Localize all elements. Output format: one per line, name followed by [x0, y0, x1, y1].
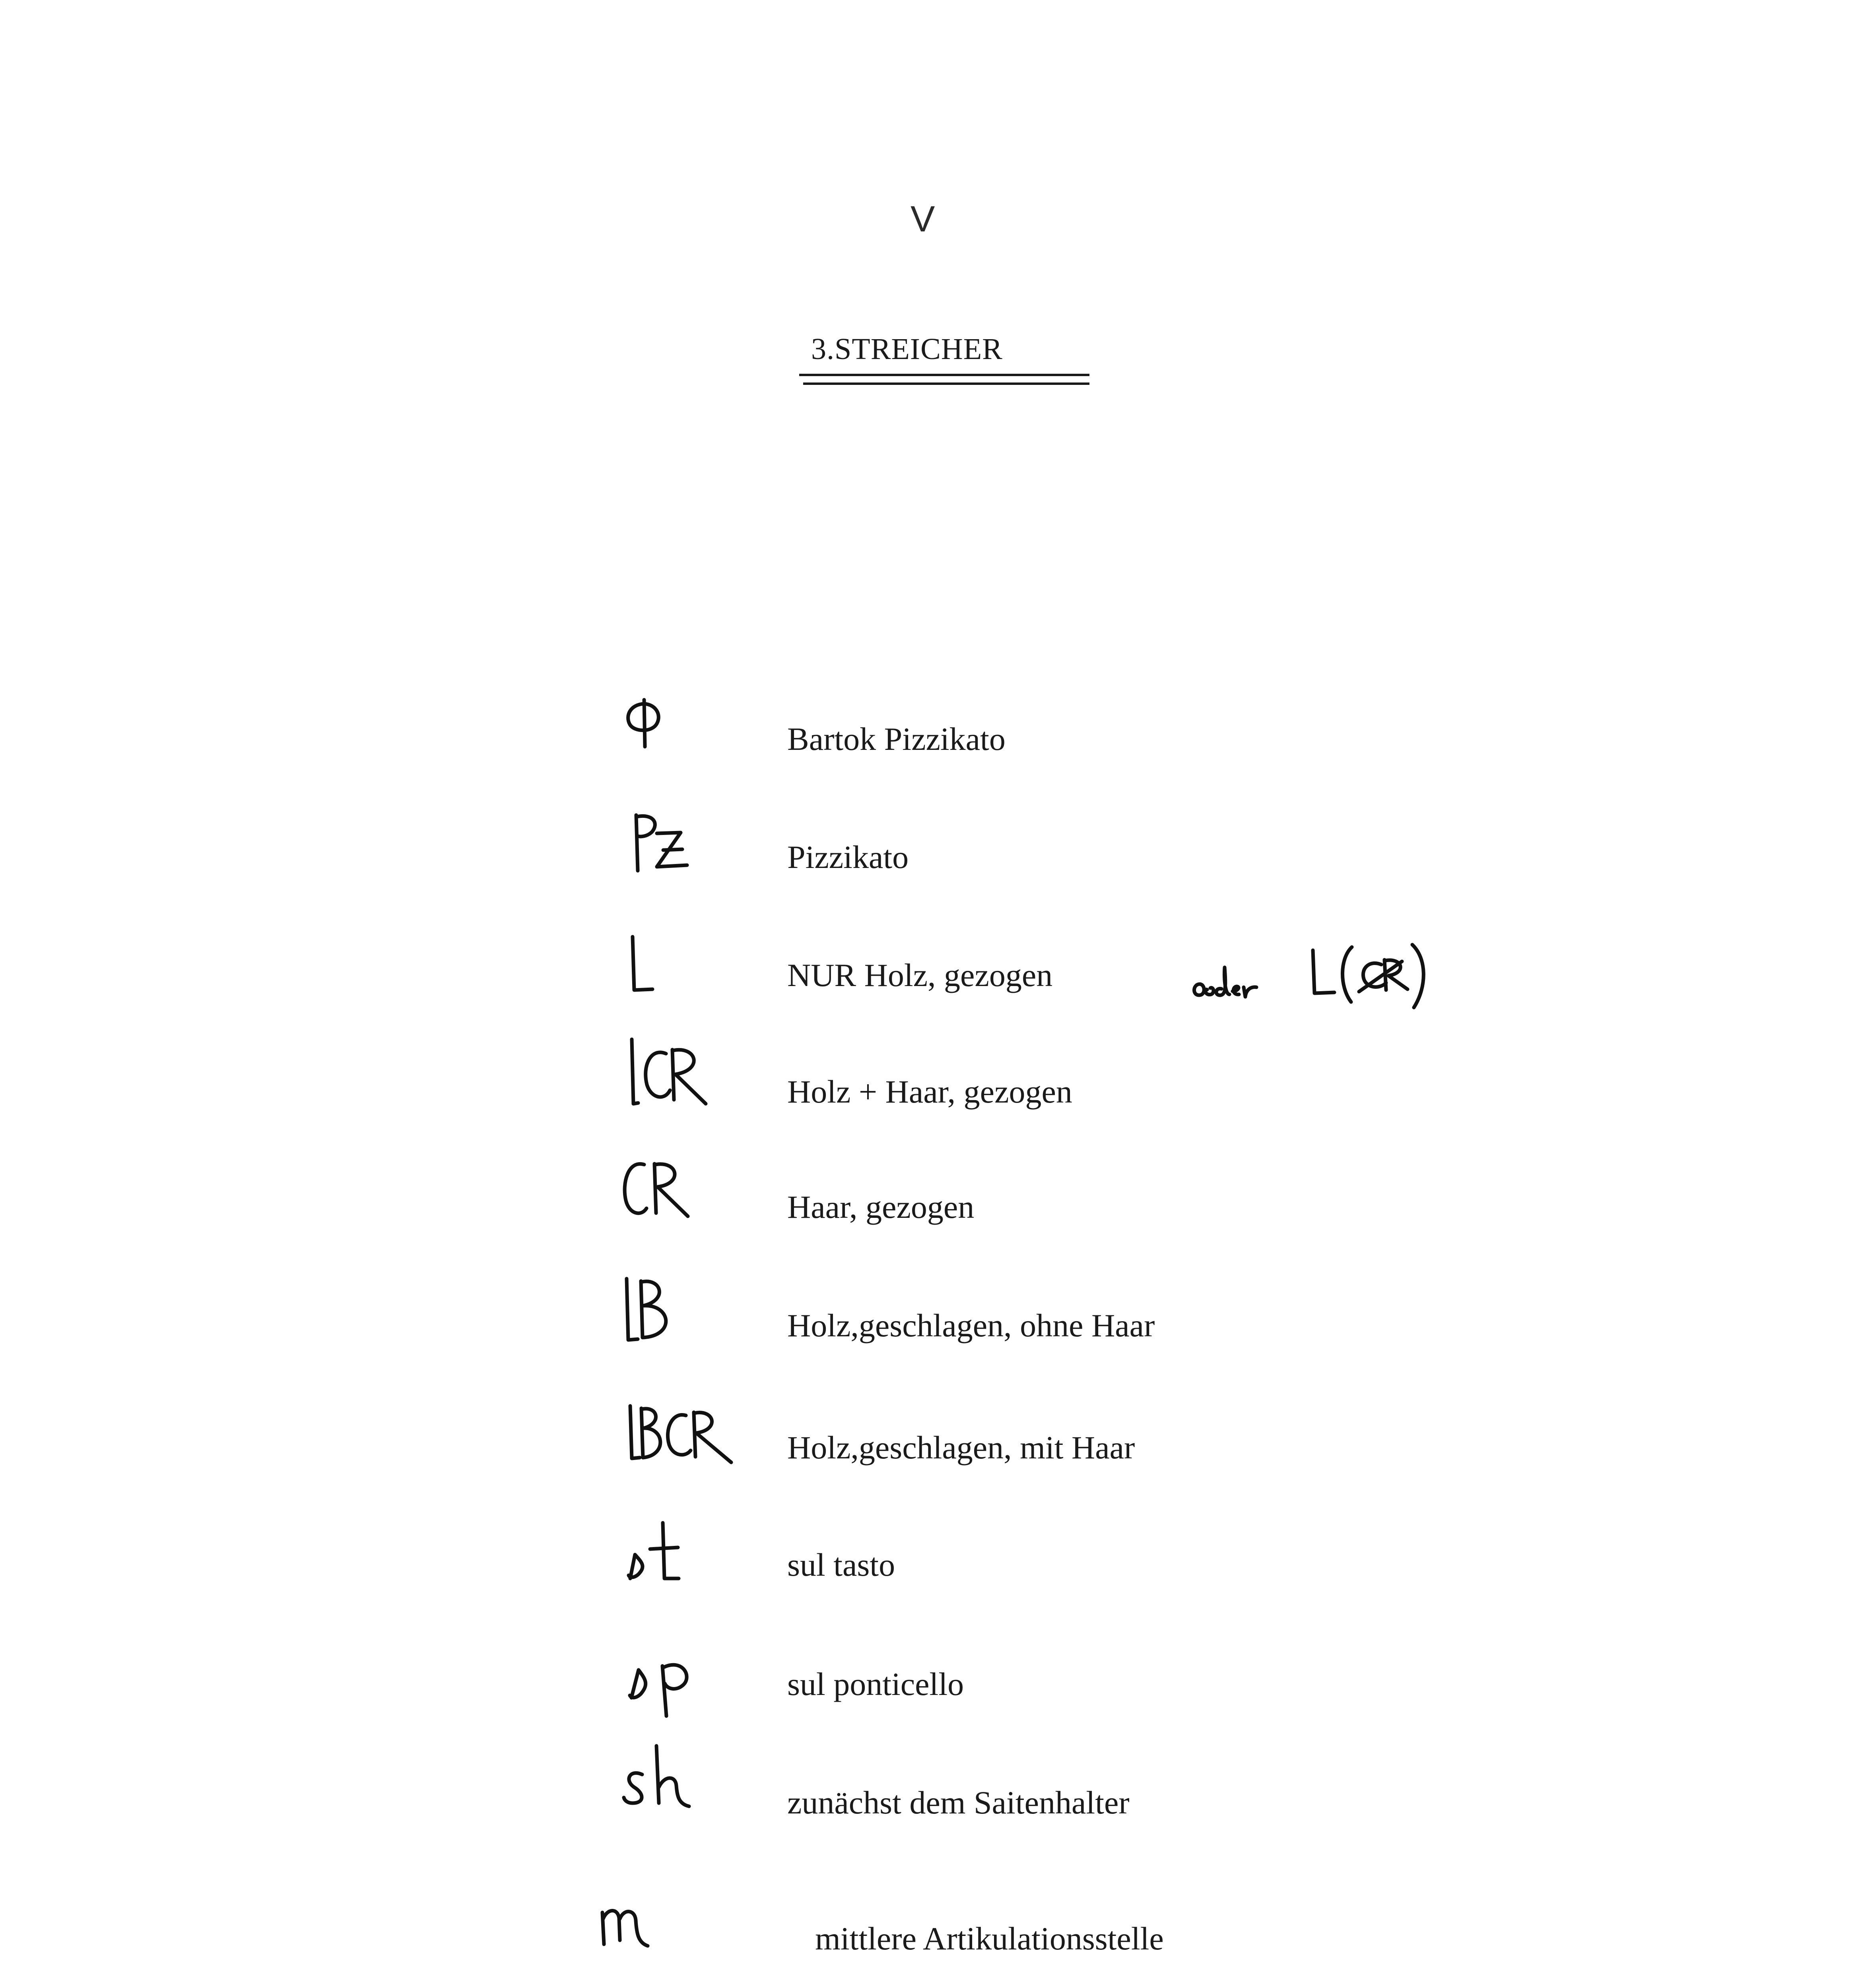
lb-icon [620, 1276, 692, 1348]
legend-description: Holz,geschlagen, ohne Haar [787, 1307, 1155, 1343]
pz-icon [628, 811, 692, 875]
lbcr-icon [626, 1404, 738, 1467]
legend-description: Holz + Haar, gezogen [787, 1074, 1072, 1110]
legend-description: NUR Holz, gezogen [787, 957, 1053, 993]
alternative-word-oder [1189, 964, 1268, 1000]
legend-description: Bartok Pizzikato [787, 721, 1006, 757]
title-underline [803, 382, 1089, 385]
lcr-icon [626, 1038, 714, 1109]
legend-description: Holz,geschlagen, mit Haar [787, 1429, 1135, 1466]
page-number: V [911, 199, 935, 239]
sp-icon [628, 1642, 696, 1718]
bartok-pizzicato-icon [620, 700, 668, 755]
legend-description: sul ponticello [787, 1666, 964, 1702]
section-title: 3.STREICHER [811, 332, 1003, 366]
l-icon [626, 934, 658, 998]
sh-icon [622, 1743, 694, 1815]
legend-description: sul tasto [787, 1547, 895, 1583]
m-icon [598, 1901, 662, 1952]
legend-description: mittlere Artikulationsstelle [815, 1920, 1164, 1957]
legend-description: zunächst dem Saitenhalter [787, 1784, 1130, 1821]
title-underline [799, 374, 1089, 376]
legend-description: Haar, gezogen [787, 1189, 975, 1225]
st-icon [626, 1519, 690, 1586]
cr-icon [620, 1159, 700, 1223]
l-cr-alternative-icon [1308, 942, 1451, 1014]
legend-description: Pizzikato [787, 839, 909, 875]
